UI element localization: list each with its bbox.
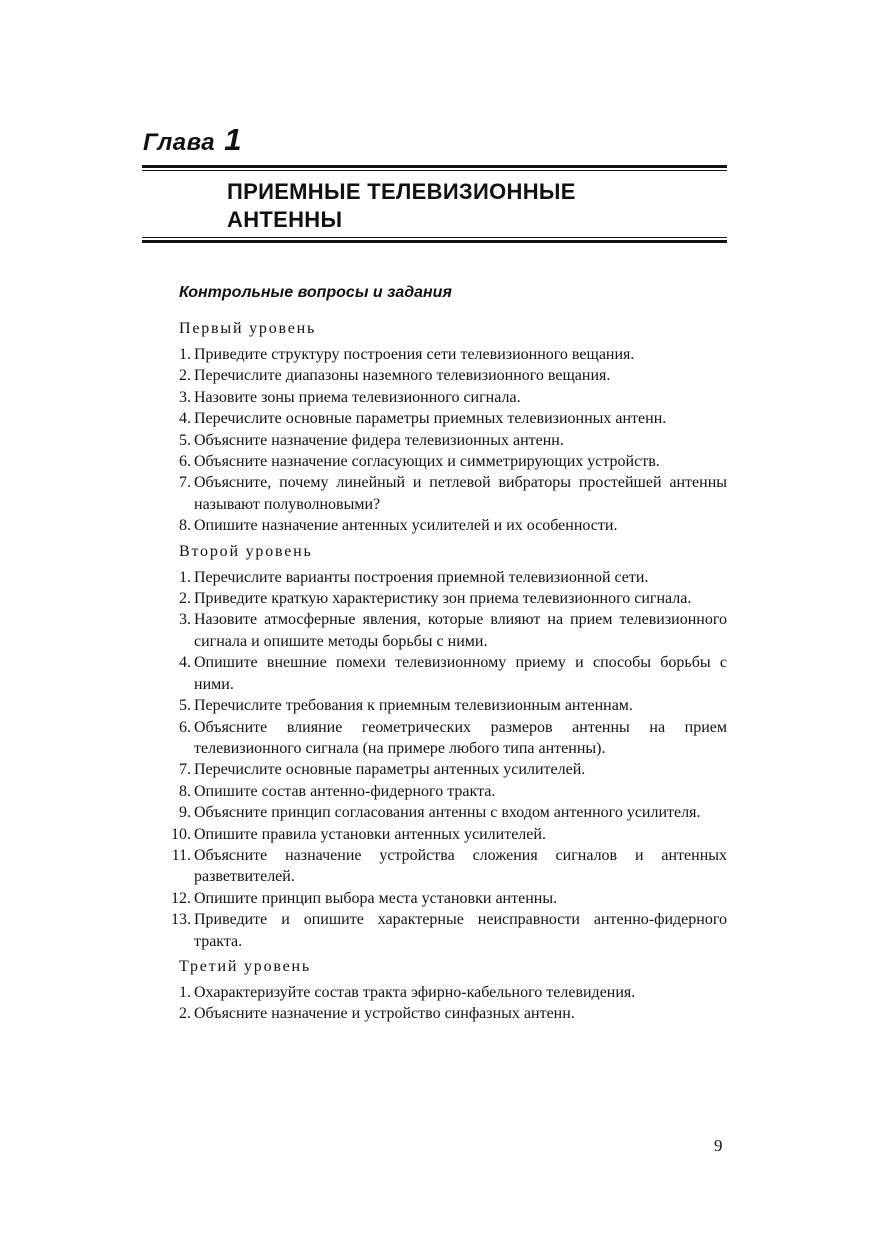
chapter-title [227, 178, 576, 234]
question-item [179, 588, 727, 609]
question-list [0, 982, 876, 1025]
question-number: 5. [179, 697, 191, 715]
level-title: Второй уровень [179, 542, 313, 560]
question-item [179, 408, 727, 429]
question-number: 1. [179, 568, 191, 586]
question-text: Приведите краткую характеристику зон приема телевизионного сигнала. [194, 590, 692, 608]
question-item [179, 472, 727, 515]
question-text: Объясните назначение согласующих и симметрирующих устройств. [194, 453, 660, 471]
question-text: Опишите внешние помехи телевизионному приему и способы борьбы с ними. [194, 654, 727, 693]
question-number: 11. [171, 846, 191, 864]
bottom-rule-thin [142, 237, 727, 238]
question-number: 7. [179, 761, 191, 779]
question-item [179, 567, 727, 588]
question-item [179, 652, 727, 695]
question-text: Охарактеризуйте состав тракта эфирно-кабельного телевидения. [194, 983, 636, 1001]
question-text: Объясните принцип согласования антенны с входом антенного усилителя. [194, 804, 701, 822]
question-text: Объясните назначение фидера телевизионных антенн. [194, 431, 564, 449]
section-heading: Контрольные вопросы и задания [179, 284, 452, 301]
question-text: Объясните, почему линейный и петлевой вибраторы простейшей антенны называют полуволновыми? [194, 474, 727, 513]
question-list [0, 344, 876, 537]
question-text: Приведите структуру построения сети телевизионного вещания. [194, 346, 635, 363]
question-number: 1. [179, 346, 191, 363]
question-item [179, 451, 727, 472]
question-number: 10. [171, 825, 191, 843]
question-number: 13. [171, 911, 191, 929]
question-number: 1. [179, 983, 191, 1001]
question-text: Перечислите диапазоны наземного телевизионного вещания. [194, 367, 611, 385]
question-item [179, 781, 727, 802]
chapter-number: 1 [224, 122, 243, 157]
question-text: Опишите назначение антенных усилителей и их особенности. [194, 517, 618, 535]
question-item [179, 387, 727, 408]
question-item [179, 695, 727, 716]
chapter-title-line-2: АНТЕННЫ [227, 207, 343, 232]
question-text: Назовите зоны приема телевизионного сигнала. [194, 388, 521, 406]
question-text: Перечислите основные параметры приемных телевизионных антенн. [194, 410, 667, 428]
question-text: Опишите состав антенно-фидерного тракта. [194, 782, 496, 800]
question-number: 6. [179, 718, 191, 736]
level-title: Первый уровень [179, 320, 317, 337]
question-number: 5. [179, 431, 191, 449]
question-list [0, 567, 876, 952]
chapter-label [143, 122, 242, 158]
question-item [179, 344, 727, 365]
question-item [171, 888, 727, 909]
question-number: 9. [179, 804, 191, 822]
question-number: 7. [179, 474, 191, 492]
question-number: 8. [179, 782, 191, 800]
question-item [179, 759, 727, 780]
question-text: Перечислите варианты построения приемной телевизионной сети. [194, 568, 649, 586]
question-item [179, 1003, 727, 1024]
question-number: 3. [179, 388, 191, 406]
question-text: Опишите правила установки антенных усилителей. [194, 825, 546, 843]
bottom-rule-thick [142, 240, 727, 243]
page-number: 9 [714, 1136, 723, 1155]
question-text: Опишите принцип выбора места установки антенны. [194, 889, 558, 907]
question-number: 3. [179, 611, 191, 629]
question-text: Перечислите основные параметры антенных усилителей. [194, 761, 586, 779]
question-number: 2. [179, 1005, 191, 1023]
question-item [179, 802, 727, 823]
question-number: 2. [179, 590, 191, 608]
question-item [179, 515, 727, 536]
question-number: 6. [179, 453, 191, 471]
question-item [179, 609, 727, 652]
question-item [179, 430, 727, 451]
question-text: Объясните влияние геометрических размеров антенны на прием телевизионного сигнала (на примере любого типа антенны). [194, 718, 727, 757]
question-number: 2. [179, 367, 191, 385]
question-text: Перечислите требования к приемным телевизионным антеннам. [194, 697, 633, 715]
question-text: Приведите и опишите характерные неисправности антенно-фидерного тракта. [194, 911, 727, 950]
question-item [171, 909, 727, 952]
question-number: 8. [179, 517, 191, 535]
question-item [179, 365, 727, 386]
question-item [171, 845, 727, 888]
question-number: 4. [179, 654, 191, 672]
top-rule-thick [142, 165, 727, 168]
question-item [179, 717, 727, 760]
question-text: Назовите атмосферные явления, которые влияют на прием телевизионного сигнала и опишите методы борьбы с ними. [194, 611, 727, 650]
question-item [171, 824, 727, 845]
questions-content [0, 318, 876, 1025]
question-number: 12. [171, 889, 191, 907]
top-rule-thin [142, 170, 727, 171]
chapter-word: Глава [143, 129, 216, 156]
question-text: Объясните назначение устройства сложения сигналов и антенных разветвителей. [194, 846, 727, 886]
question-item [179, 982, 727, 1003]
question-number: 4. [179, 410, 191, 428]
chapter-title-line-1: ПРИЕМНЫЕ ТЕЛЕВИЗИОННЫЕ [227, 179, 576, 204]
level-title: Третий уровень [179, 957, 312, 975]
question-text: Объясните назначение и устройство синфазных антенн. [194, 1005, 575, 1023]
